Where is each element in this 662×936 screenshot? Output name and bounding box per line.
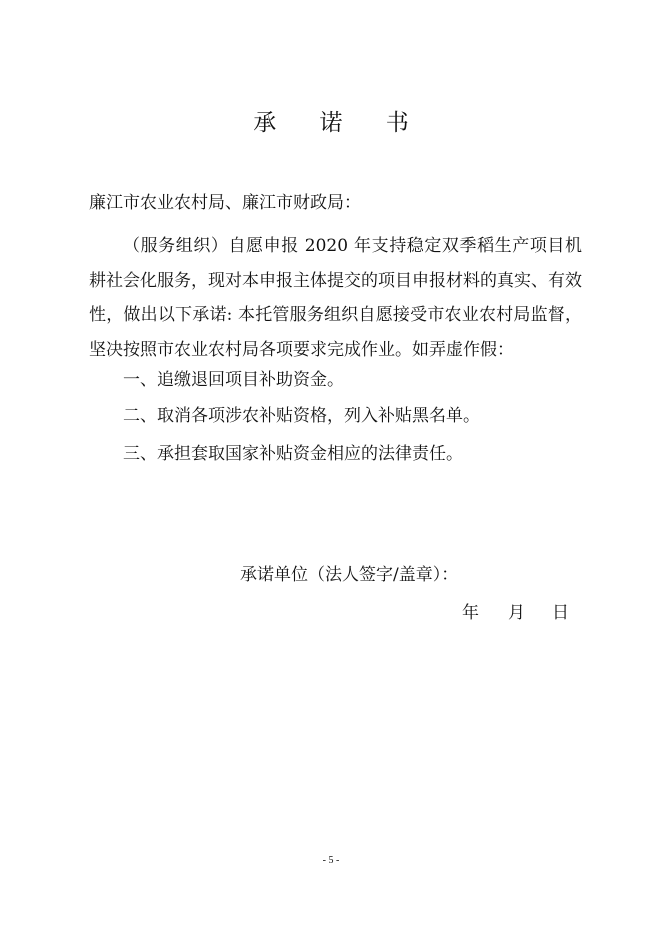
commitment-item-3: 三、承担套取国家补贴资金相应的法律责任。 bbox=[123, 444, 463, 464]
date-month-label: 月 bbox=[508, 603, 525, 623]
date-line bbox=[462, 600, 569, 626]
document-title: 承 诺 书 bbox=[253, 110, 427, 136]
body-paragraph: （服务组织）自愿申报 2020 年支持稳定双季稻生产项目机耕社会化服务，现对本申报主体提交的项目申报材料的真实、有效性，做出以下承诺: 本托管服务组织自愿接受市农业农村局监督，坚决按照市农业农村局各项要求完成作业。如弄虚作假： bbox=[89, 236, 582, 360]
date-year-label: 年 bbox=[462, 603, 479, 623]
page-number: - 5 - bbox=[322, 855, 340, 866]
commitment-item-1: 一、追缴退回项目补助资金。 bbox=[123, 370, 344, 390]
commitment-item-2: 二、取消各项涉农补贴资格，列入补贴黑名单。 bbox=[123, 406, 480, 426]
signature-label: 承诺单位（法人签字/盖章）： bbox=[240, 565, 459, 585]
addressee: 廉江市农业农村局、廉江市财政局： bbox=[89, 193, 361, 213]
date-day-label: 日 bbox=[552, 603, 569, 623]
